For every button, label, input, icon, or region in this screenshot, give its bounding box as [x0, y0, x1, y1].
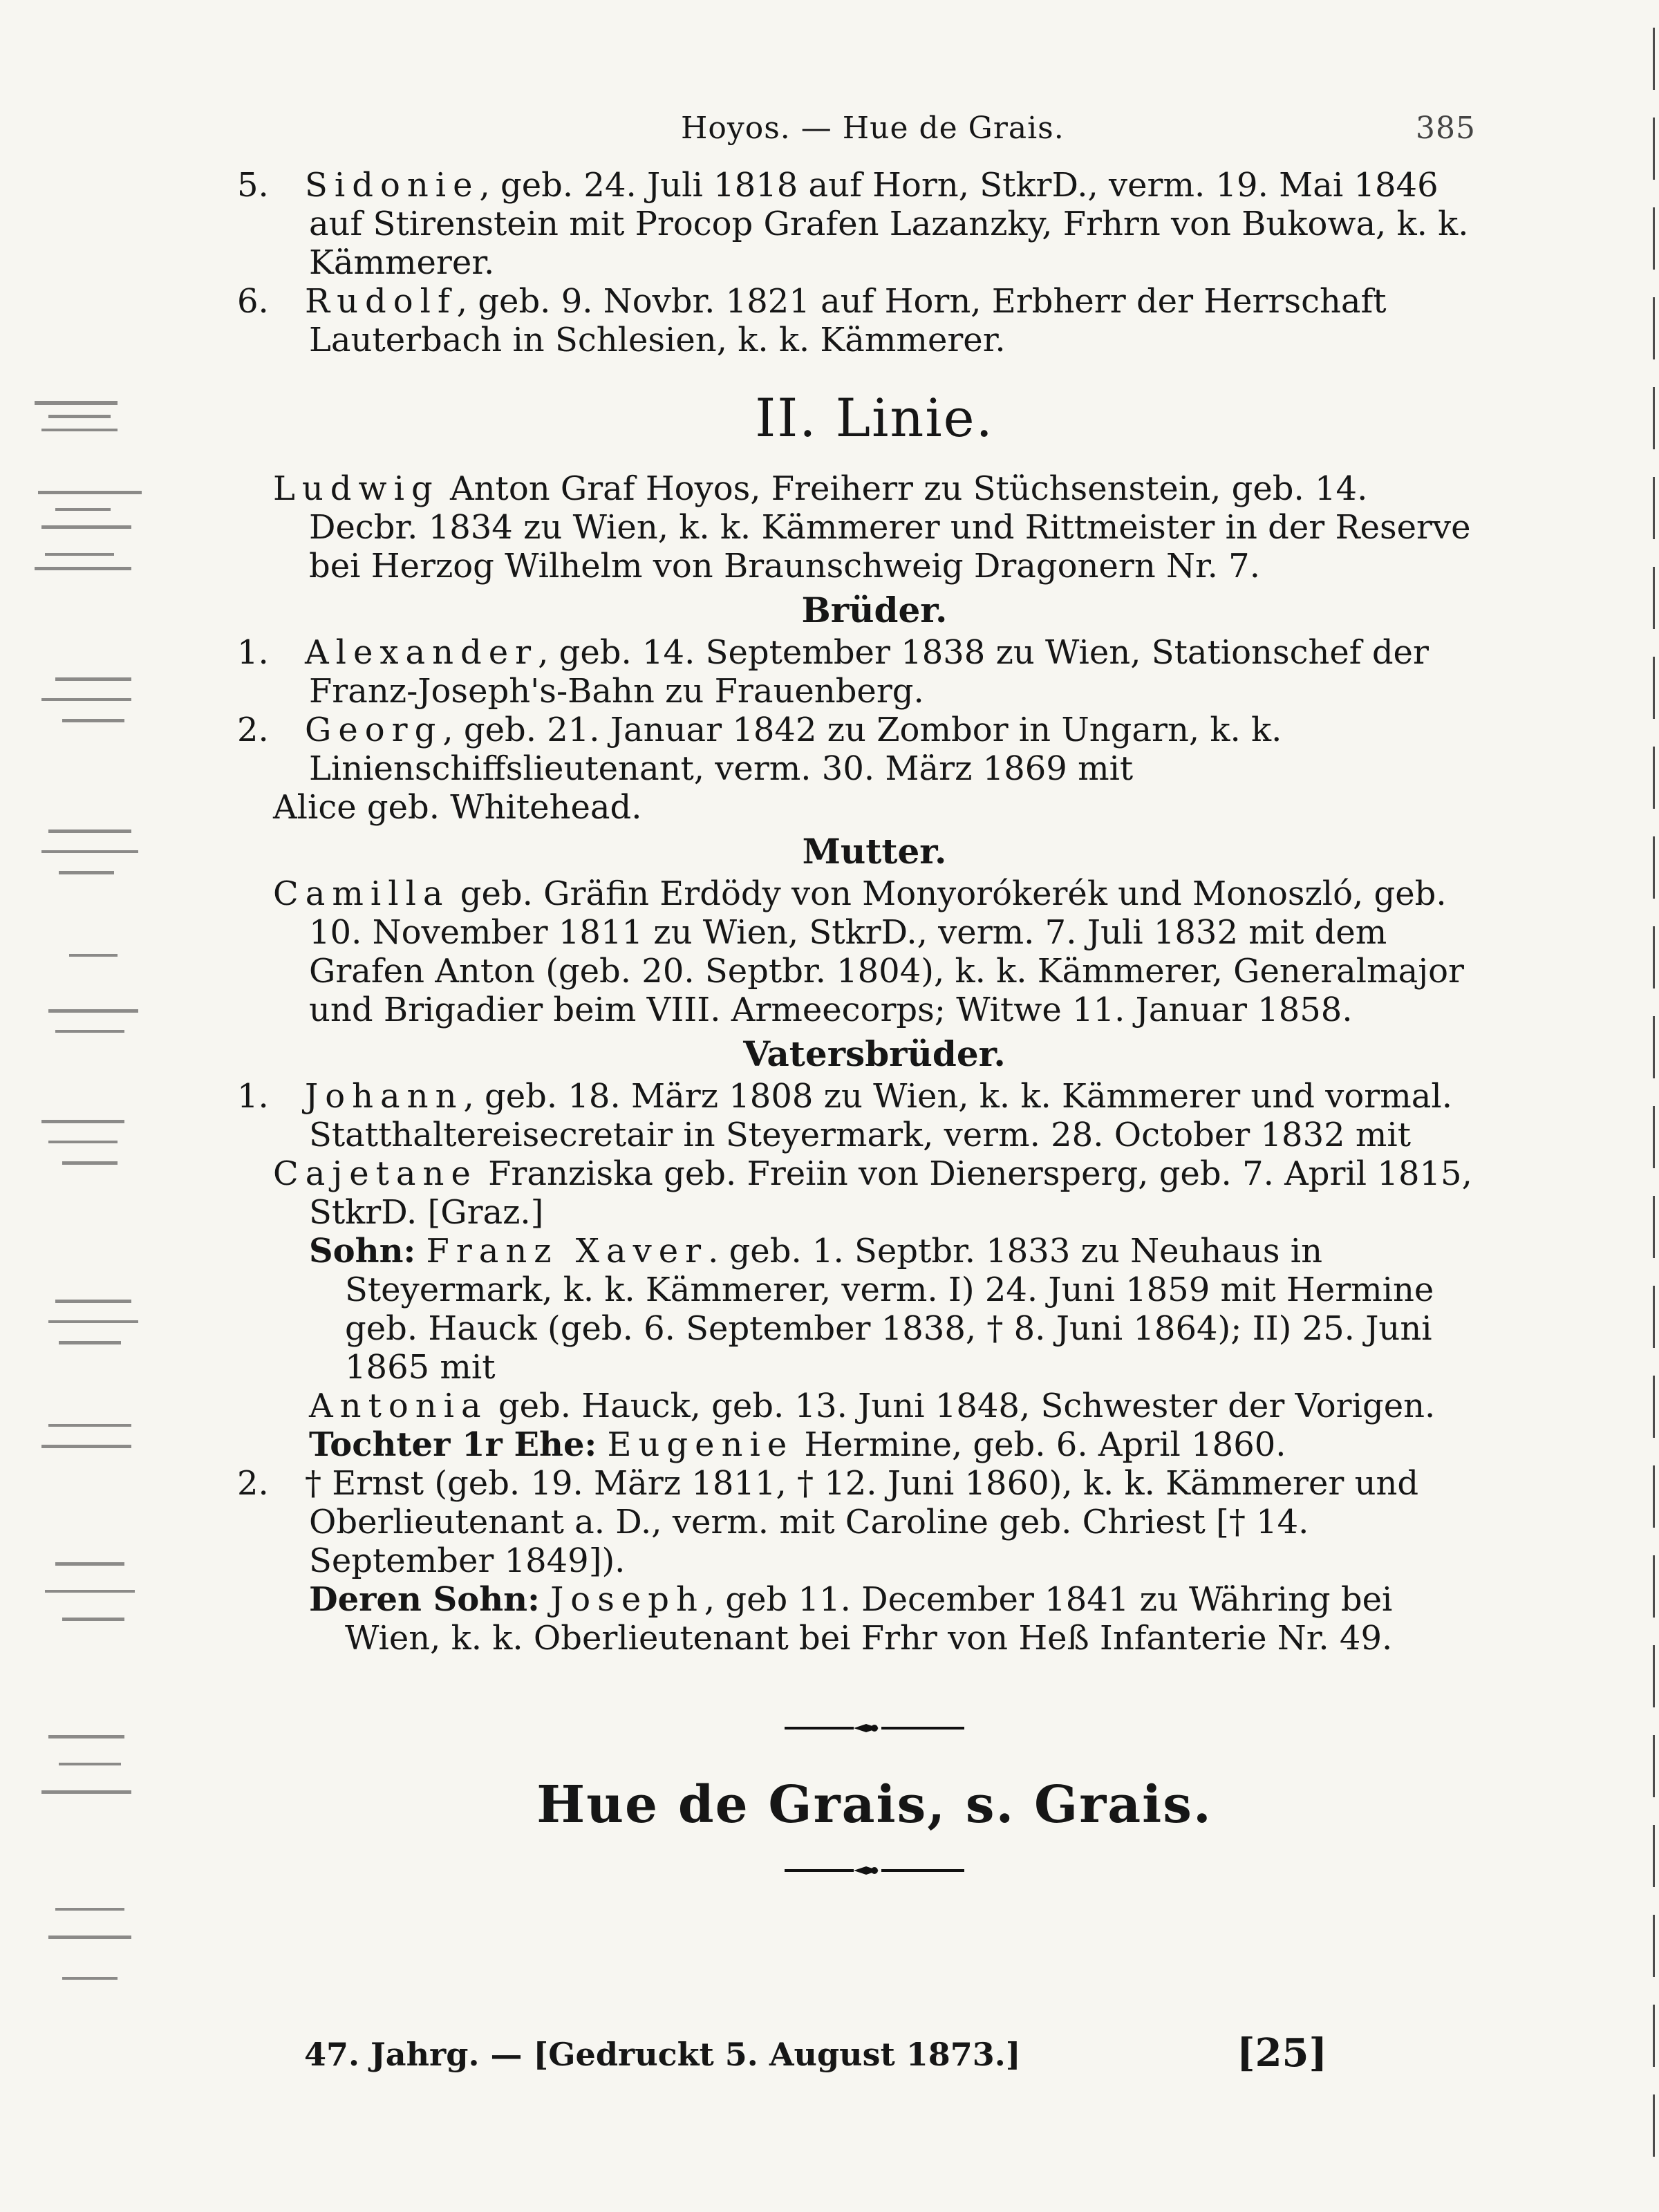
entry-name: Cajetane	[273, 1154, 478, 1193]
running-title: Hoyos. — Hue de Grais.	[681, 111, 1065, 146]
entry-text: Anton Graf Hoyos, Freiherr zu Stüchsenstein, geb. 14. Decbr. 1834 zu Wien, k. k. Kämmerer und Rittmeister in der Reserve bei Herzog Wilhelm von Braunschweig Dragonern Nr. 7.	[309, 469, 1471, 585]
entry-text: , geb 11. December 1841 zu Währing bei Wien, k. k. Oberlieutenant bei Frhr von Heß Infanterie Nr. 49.	[345, 1580, 1393, 1658]
entry-text: geb. Hauck, geb. 13. Juni 1848, Schwester der Vorigen.	[487, 1387, 1436, 1425]
heading-mutter: Mutter.	[802, 831, 947, 872]
entry-number: 6.	[237, 282, 269, 321]
entry-antonia	[273, 1387, 1476, 1425]
entry-name: Sidonie	[305, 166, 480, 205]
entry-name: Joseph	[550, 1580, 704, 1619]
spouse-alice: Alice geb. Whitehead.	[273, 788, 642, 827]
entry-text: . geb. 1. Septbr. 1833 zu Neuhaus in Steyermark, k. k. Kämmerer, verm. I) 24. Juni 1859 mit Hermine geb. Hauck (geb. 6. September 1838, † 8. Juni 1864); II) 25. Juni 1865 mit	[345, 1232, 1434, 1387]
ornamental-rule-top	[785, 1720, 964, 1736]
heading-brueder: Brüder.	[801, 590, 948, 630]
entry-text: Hermine, geb. 6. April 1860.	[794, 1425, 1286, 1464]
entry-name: Eugenie	[607, 1425, 794, 1464]
heading-vatersbrueder: Vatersbrüder.	[743, 1033, 1006, 1074]
section-title: II. Linie.	[755, 387, 994, 449]
entry-name: Antonia	[309, 1387, 488, 1425]
entry-text: Franziska geb. Freiin von Dienersperg, geb. 7. April 1815, StkrD. [Graz.]	[309, 1154, 1472, 1232]
entry-text: , geb. 21. Januar 1842 zu Zombor in Ungarn, k. k. Linienschiffslieutenant, verm. 30. März 1869 mit	[309, 711, 1282, 788]
entry-number: 1.	[237, 633, 269, 672]
entry-number: 1.	[237, 1077, 269, 1116]
entry-label: Deren Sohn:	[309, 1580, 540, 1619]
entry-text: geb. Gräfin Erdödy von Monyorókerék und Monoszló, geb. 10. November 1811 zu Wien, StkrD., verm. 7. Juli 1832 mit dem Grafen Anton (geb. 20. Septbr. 1804), k. k. Kämmerer, Generalmajor und Brigadier beim VIII. Armeecorps; Witwe 11. Januar 1858.	[309, 874, 1464, 1029]
signature-mark: [25]	[1237, 2030, 1327, 2076]
entry-camilla	[273, 874, 1476, 1029]
running-header	[273, 104, 1476, 166]
entry-name: Johann	[305, 1077, 464, 1116]
page-number: 385	[1416, 111, 1476, 146]
entry-ernst	[237, 1464, 1476, 1580]
entry-label: Sohn:	[309, 1232, 416, 1271]
entry-text: , geb. 18. März 1808 zu Wien, k. k. Kämmerer und vormal. Statthaltereisecretair in Steyermark, verm. 28. October 1832 mit	[309, 1077, 1452, 1154]
entry-text: † Ernst (geb. 19. März 1811, † 12. Juni 1860), k. k. Kämmerer und Oberlieutenant a. D., verm. mit Caroline geb. Chriest [† 14. September 1849]).	[305, 1464, 1419, 1580]
entry-georg	[237, 711, 1476, 788]
cross-reference: Hue de Grais, s. Grais.	[536, 1775, 1212, 1835]
entry-deren-sohn-joseph	[273, 1580, 1476, 1658]
ornamental-rule-bottom	[785, 1862, 964, 1879]
imprint-line: 47. Jahrg. — [Gedruckt 5. August 1873.]	[304, 2036, 1021, 2073]
entry-sohn-franz-xaver	[273, 1232, 1476, 1387]
entry-rudolf	[237, 282, 1476, 359]
entry-sidonie	[237, 166, 1476, 282]
entry-johann	[237, 1077, 1476, 1154]
entry-number: 2.	[237, 711, 269, 749]
entry-name: Alexander	[305, 633, 538, 672]
entry-text: , geb. 14. September 1838 zu Wien, Stationschef der Franz-Joseph's-Bahn zu Frauenberg.	[309, 633, 1429, 711]
entry-name: Camilla	[273, 874, 450, 913]
entry-name: Franz Xaver	[426, 1232, 709, 1271]
entry-name: Rudolf	[305, 282, 457, 321]
page-body	[237, 104, 1476, 1879]
entry-tochter-eugenie	[273, 1425, 1476, 1464]
entry-number: 5.	[237, 166, 269, 205]
entry-name: Georg	[305, 711, 443, 749]
entry-cajetane	[273, 1154, 1476, 1232]
head-entry-ludwig	[273, 469, 1476, 585]
page-footer	[304, 2030, 1327, 2076]
entry-number: 2.	[237, 1464, 269, 1503]
entry-alexander	[237, 633, 1476, 711]
entry-text: , geb. 24. Juli 1818 auf Horn, StkrD., verm. 19. Mai 1846 auf Stirenstein mit Procop Grafen Lazanzky, Frhrn von Bukowa, k. k. Kämmerer.	[309, 166, 1469, 282]
entry-name: Ludwig	[273, 469, 440, 508]
entry-text: , geb. 9. Novbr. 1821 auf Horn, Erbherr der Herrschaft Lauterbach in Schlesien, k. k. Kämmerer.	[309, 282, 1387, 359]
right-edge-bleed	[1653, 28, 1655, 2184]
margin-bleed-noise	[28, 387, 159, 2115]
entry-label: Tochter 1r Ehe:	[309, 1425, 597, 1464]
